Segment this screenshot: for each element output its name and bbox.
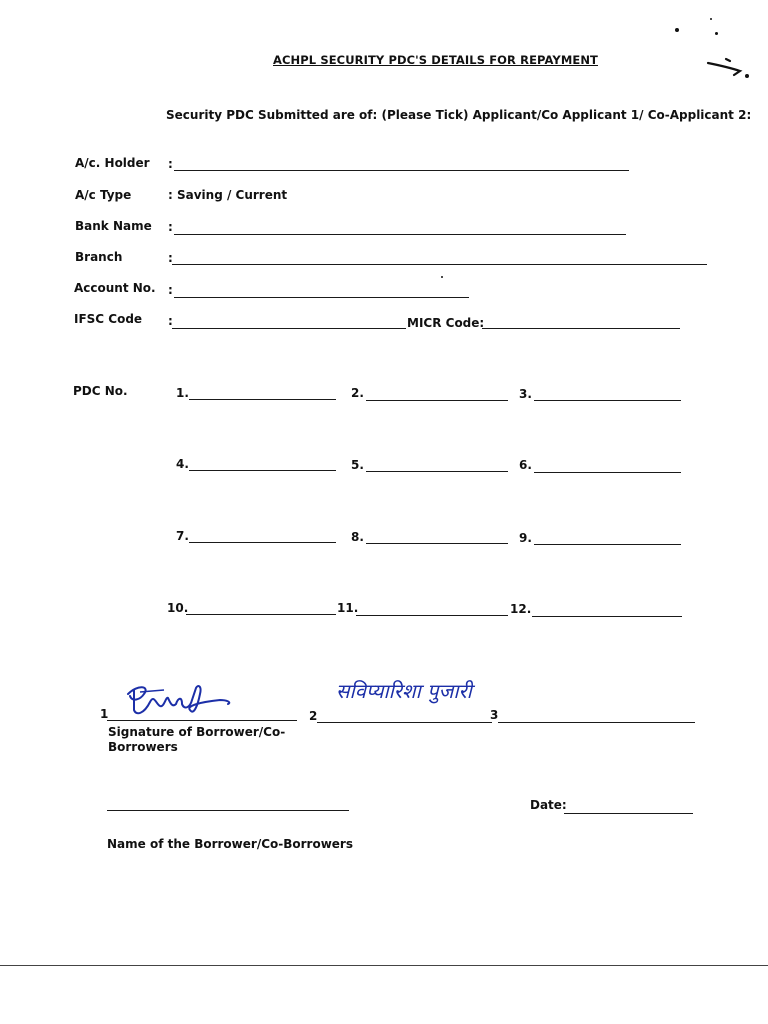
- micr-field[interactable]: [482, 328, 680, 329]
- pdc-field[interactable]: [366, 471, 508, 472]
- pdc-field[interactable]: [189, 542, 336, 543]
- bank-name-field[interactable]: [174, 234, 626, 235]
- pdc-field[interactable]: [366, 543, 508, 544]
- pdc-field[interactable]: [189, 399, 336, 400]
- ifsc-field[interactable]: [172, 328, 406, 329]
- pdc-field[interactable]: [534, 400, 681, 401]
- signature-number: 3: [490, 708, 499, 722]
- account-no-colon: :: [168, 283, 173, 297]
- scan-speck: [710, 18, 712, 20]
- scan-mark: [700, 55, 755, 85]
- scan-speck: [441, 276, 443, 278]
- pdc-field[interactable]: [189, 470, 336, 471]
- ifsc-label: IFSC Code: [74, 312, 143, 326]
- pdc-field[interactable]: [356, 615, 508, 616]
- pdc-number: 1.: [176, 386, 189, 400]
- submitted-by-line: Security PDC Submitted are of: (Please Tick) Applicant/Co Applicant 1/ Co-Applicant 2:: [166, 108, 752, 122]
- date-label: Date:: [530, 798, 567, 812]
- ac-holder-label: A/c. Holder: [75, 156, 150, 170]
- ac-type-label: A/c Type: [75, 188, 132, 202]
- pdc-number: 3.: [519, 387, 532, 401]
- signature-number: 1: [100, 707, 109, 721]
- pdc-field[interactable]: [186, 614, 336, 615]
- branch-label: Branch: [75, 250, 123, 264]
- pdc-number: 4.: [176, 457, 189, 471]
- account-no-field[interactable]: [174, 297, 469, 298]
- signature-number: 2: [309, 709, 318, 723]
- scan-edge-line: [0, 965, 768, 966]
- borrower-name-caption: Name of the Borrower/Co-Borrowers: [107, 837, 353, 851]
- ac-holder-colon: :: [168, 157, 173, 171]
- pdc-number: 10.: [167, 601, 189, 615]
- signature-caption: Borrowers: [108, 740, 178, 754]
- bank-name-label: Bank Name: [75, 219, 152, 233]
- pdc-field[interactable]: [366, 400, 508, 401]
- branch-colon: :: [168, 251, 173, 265]
- pdc-number: 9.: [519, 531, 532, 545]
- pdc-number: 12.: [510, 602, 532, 616]
- pdc-field[interactable]: [532, 616, 682, 617]
- pdc-no-label: PDC No.: [73, 384, 128, 398]
- pdc-number: 6.: [519, 458, 532, 472]
- signature-2-line[interactable]: [317, 722, 492, 723]
- signature-caption: Signature of Borrower/Co-: [108, 725, 286, 739]
- date-field[interactable]: [564, 813, 693, 814]
- pdc-number: 7.: [176, 529, 189, 543]
- signature-1-image: [120, 680, 235, 720]
- micr-label: MICR Code:: [407, 316, 485, 330]
- branch-field[interactable]: [172, 264, 707, 265]
- signature-3-line[interactable]: [498, 722, 695, 723]
- pdc-number: 5.: [351, 458, 364, 472]
- pdc-field[interactable]: [534, 544, 681, 545]
- pdc-number: 11.: [337, 601, 359, 615]
- scan-speck: [675, 28, 679, 32]
- signature-2-handwriting: सविप्यारिशा पुजारी: [336, 679, 472, 703]
- pdc-number: 8.: [351, 530, 364, 544]
- pdc-number: 2.: [351, 386, 364, 400]
- form-title: ACHPL SECURITY PDC'S DETAILS FOR REPAYMENT: [273, 53, 598, 67]
- ac-type-value: : Saving / Current: [168, 188, 288, 202]
- signature-1-line[interactable]: [107, 720, 297, 721]
- ac-holder-field[interactable]: [174, 170, 629, 171]
- bank-name-colon: :: [168, 220, 173, 234]
- pdc-field[interactable]: [534, 472, 681, 473]
- account-no-label: Account No.: [74, 281, 156, 295]
- ifsc-colon: :: [168, 314, 173, 328]
- borrower-name-line[interactable]: [107, 810, 349, 811]
- scan-speck: [715, 32, 718, 35]
